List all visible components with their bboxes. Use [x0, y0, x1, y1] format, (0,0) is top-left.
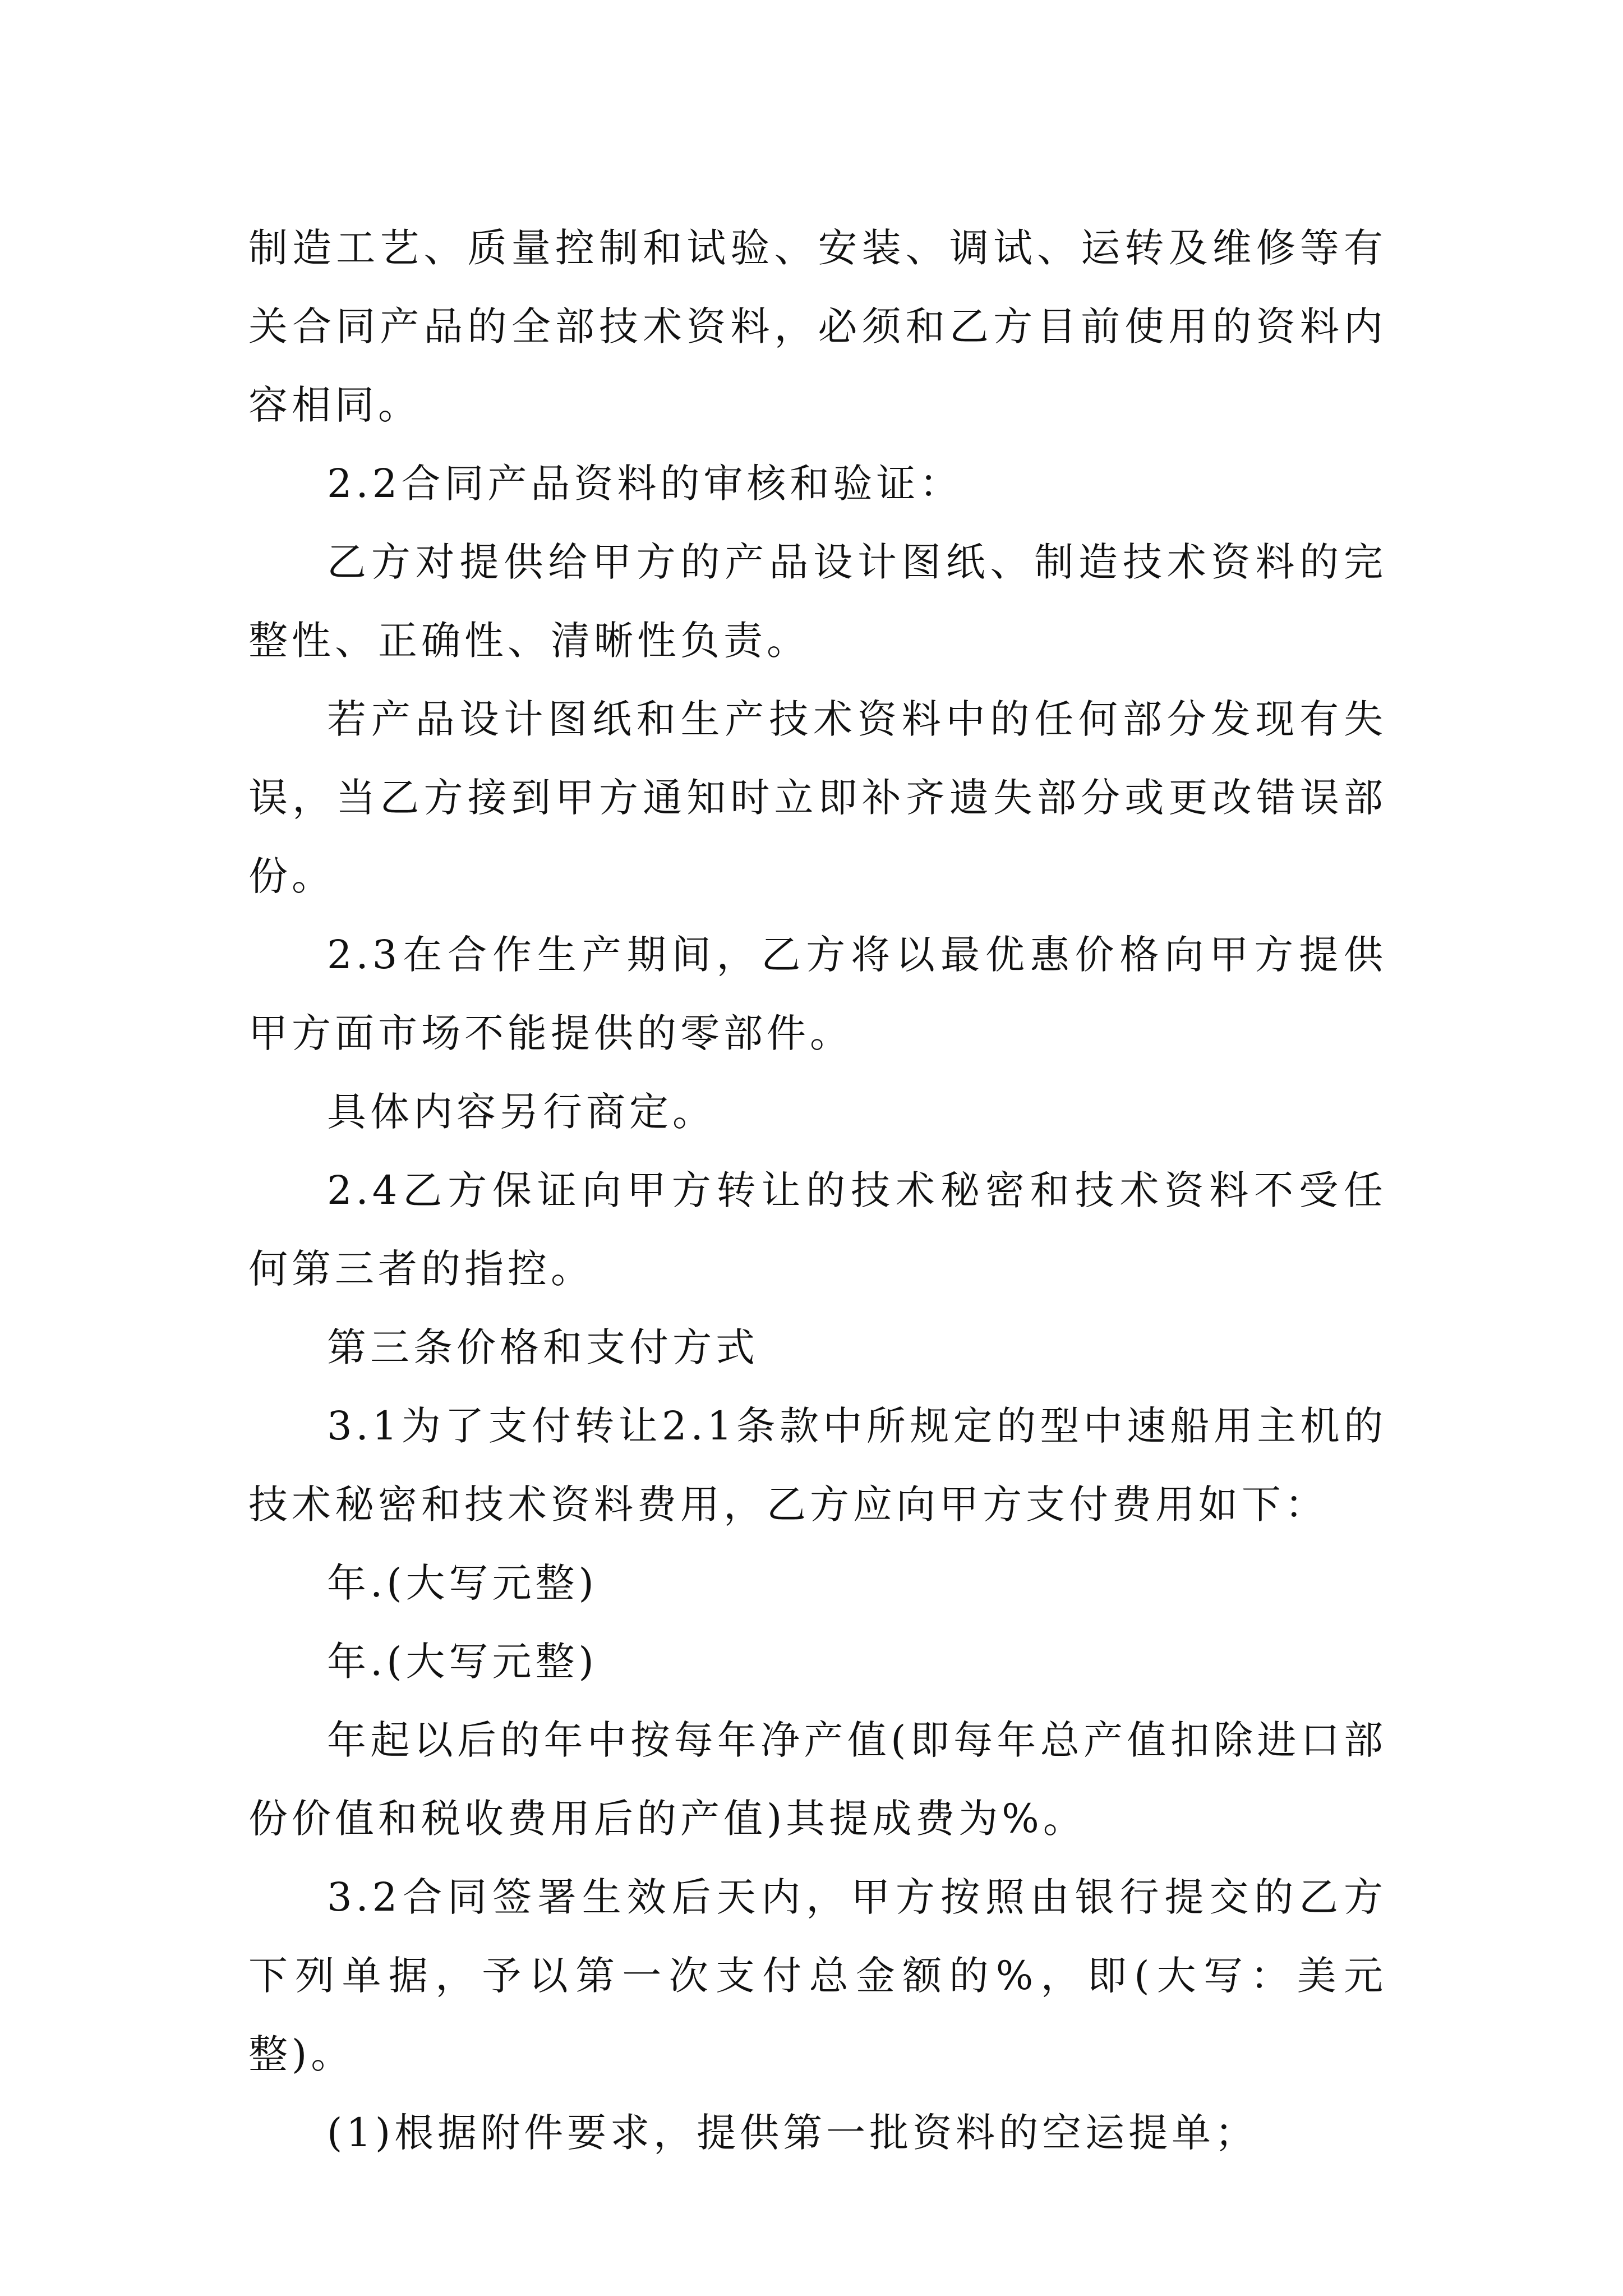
- paragraph: 年起以后的年中按每年净产值(即每年总产值扣除进口部份价值和税收费用后的产值)其提成费为%。: [248, 1717, 1387, 1842]
- paragraph: 年.(大写元整): [327, 1639, 598, 1685]
- document-body: [248, 209, 1387, 2172]
- section-heading: 第三条价格和支付方式: [327, 1324, 759, 1370]
- paragraph: 2.3在合作生产期间，乙方将以最优惠价格向甲方提供甲方面市场不能提供的零部件。: [248, 932, 1387, 1056]
- paragraph: 2.4乙方保证向甲方转让的技术秘密和技术资料不受任何第三者的指控。: [248, 1167, 1387, 1292]
- paragraph: 2.2合同产品资料的审核和验证：: [327, 461, 963, 507]
- paragraph: 3.2合同签署生效后天内，甲方按照由银行提交的乙方下列单据，予以第一次支付总金额的%，即(大写：美元整)。: [248, 1874, 1387, 2077]
- paragraph: 年.(大写元整): [327, 1560, 598, 1606]
- paragraph: 若产品设计图纸和生产技术资料中的任何部分发现有失误，当乙方接到甲方通知时立即补齐遗失部分或更改错误部份。: [248, 696, 1387, 899]
- paragraph: 3.1为了支付转让2.1条款中所规定的型中速船用主机的技术秘密和技术资料费用，乙方应向甲方支付费用如下：: [248, 1403, 1387, 1527]
- paragraph: 乙方对提供给甲方的产品设计图纸、制造技术资料的完整性、正确性、清晰性负责。: [248, 539, 1387, 664]
- paragraph: 具体内容另行商定。: [327, 1089, 716, 1135]
- paragraph: 制造工艺、质量控制和试验、安装、调试、运转及维修等有关合同产品的全部技术资料，必须和乙方目前使用的资料内容相同。: [248, 225, 1387, 428]
- paragraph: (1)根据附件要求，提供第一批资料的空运提单；: [327, 2110, 1258, 2156]
